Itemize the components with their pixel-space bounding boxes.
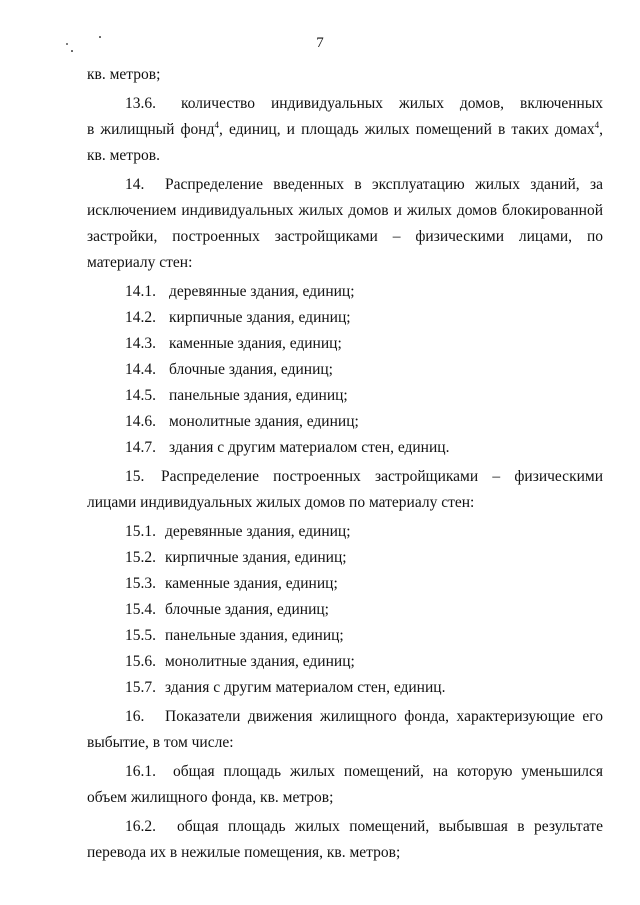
list-item — [87, 279, 603, 305]
list-item — [87, 623, 603, 649]
item-number: 14.7. — [125, 439, 156, 456]
list-item — [87, 545, 603, 571]
footnote-ref: 4 — [594, 119, 600, 130]
item-text: панельные здания, единиц; — [169, 387, 348, 404]
item-text: кирпичные здания, единиц; — [165, 549, 347, 566]
item-number: 15.1. — [125, 523, 156, 540]
item-number: 14.3. — [125, 335, 156, 352]
paragraph-16-2 — [87, 814, 603, 866]
item-number: 13.6. — [125, 95, 156, 112]
paragraph-13-6 — [87, 91, 603, 169]
item-text: каменные здания, единиц; — [169, 335, 342, 352]
item-number: 16.2. — [125, 818, 156, 835]
item-text: блочные здания, единиц; — [165, 601, 329, 618]
item-number: 14.1. — [125, 283, 156, 300]
list-item — [87, 649, 603, 675]
item-text: Показатели движения жилищного фонда, характеризующие его выбытие, в том числе: — [87, 708, 603, 751]
list-item — [87, 519, 603, 545]
paragraph-16-1 — [87, 759, 603, 811]
item-text: кирпичные здания, единиц; — [169, 309, 351, 326]
item-text: , — [599, 121, 603, 138]
item-number: 14.6. — [125, 413, 156, 430]
paragraph-14 — [87, 172, 603, 276]
list-item — [87, 571, 603, 597]
item-number: 14. — [125, 176, 145, 193]
list-item — [87, 357, 603, 383]
paragraph-16 — [87, 704, 603, 756]
list-item — [87, 597, 603, 623]
item-number: 15.6. — [125, 653, 156, 670]
item-number: 16.1. — [125, 763, 156, 780]
item-text: в жилищный фонд — [87, 121, 215, 138]
paragraph-15 — [87, 464, 603, 516]
item-text: монолитные здания, единиц; — [169, 413, 359, 430]
item-text: монолитные здания, единиц; — [165, 653, 355, 670]
list-item — [87, 305, 603, 331]
item-text: Распределение введенных в эксплуатацию жилых зданий, за исключением индивидуальных жилых домов и жилых домов блокированной застройки, построенных застройщиками – физическими лицами, по материалу стен: — [87, 176, 603, 271]
item-number: 16. — [125, 708, 145, 725]
document-body — [87, 62, 603, 866]
item-number: 15.4. — [125, 601, 156, 618]
item-number: 15.3. — [125, 575, 156, 592]
item-text: , единиц, и площадь жилых помещений в таких домах — [218, 121, 595, 138]
list-item — [87, 383, 603, 409]
item-text: блочные здания, единиц; — [169, 361, 333, 378]
list-item — [87, 409, 603, 435]
item-text: общая площадь жилых помещений, на которую уменьшился объем жилищного фонда, кв. метров; — [87, 763, 603, 806]
item-text: деревянные здания, единиц; — [169, 283, 355, 300]
item-text: деревянные здания, единиц; — [165, 523, 351, 540]
item-number: 15.5. — [125, 627, 156, 644]
paragraph-13-5-tail: кв. метров; — [87, 66, 161, 83]
item-text: кв. метров. — [87, 147, 160, 164]
list-item — [87, 331, 603, 357]
list-15 — [87, 519, 603, 701]
item-text: здания с другим материалом стен, единиц. — [169, 439, 450, 456]
item-number: 15.7. — [125, 679, 156, 696]
item-number: 14.4. — [125, 361, 156, 378]
item-text: Распределение построенных застройщиками – физическими лицами индивидуальных жилых домов по материалу стен: — [87, 468, 603, 511]
item-text: здания с другим материалом стен, единиц. — [165, 679, 446, 696]
footnote-ref: 4 — [214, 119, 219, 130]
item-number: 14.2. — [125, 309, 156, 326]
item-text: количество индивидуальных жилых домов, включенных — [180, 95, 603, 112]
item-text: общая площадь жилых помещений, выбывшая в результате перевода их в нежилые помещения, кв. метров; — [87, 818, 603, 861]
item-number: 15.2. — [125, 549, 156, 566]
item-text: панельные здания, единиц; — [165, 627, 344, 644]
item-number: 14.5. — [125, 387, 156, 404]
list-item — [87, 675, 603, 701]
item-number: 15. — [125, 468, 145, 485]
item-text: каменные здания, единиц; — [165, 575, 338, 592]
list-14 — [87, 279, 603, 461]
list-item — [87, 435, 603, 461]
page-number: 7 — [316, 35, 324, 51]
